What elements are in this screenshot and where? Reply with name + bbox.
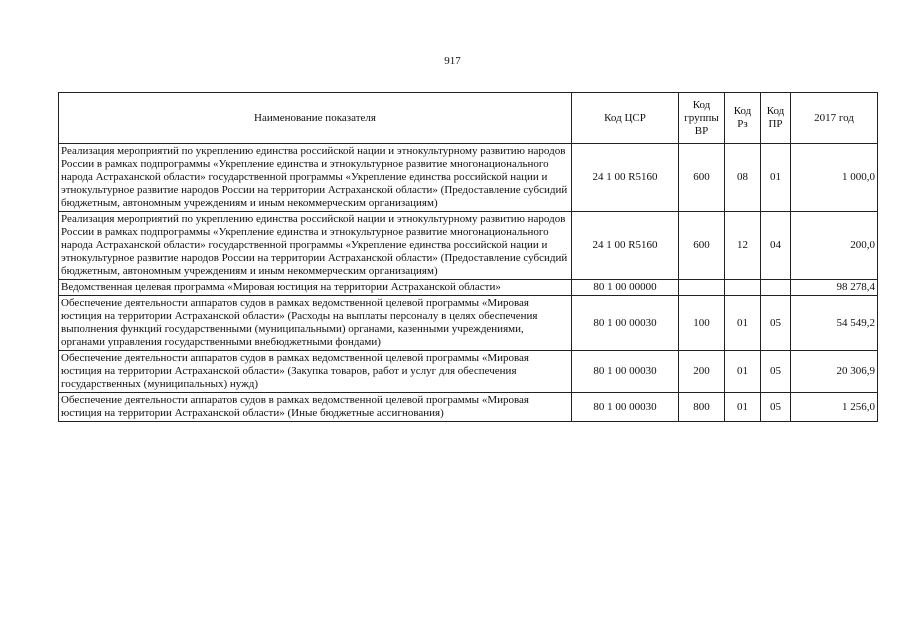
row-vr-code: 600 [679,144,725,212]
row-rz-code: 08 [725,144,761,212]
row-csr-code: 80 1 00 00000 [572,280,679,296]
header-pr-code-line: Код [766,105,785,117]
row-amount: 20 306,9 [791,351,878,393]
row-name: Реализация мероприятий по укреплению единства российской нации и этнокультурному развитию народов России в рамках подпрограммы «Укрепление единства и этнокультурное развитие многонационального народа Астраханской области» государственной программы «Укрепление единства российской нации и этнокультурное развитие народов России на территории Астраханской области» (Предоставление субсидий бюджетным, автономным учреждениям и иным некоммерческим организациям) [59,144,572,212]
header-pr-code [761,93,791,144]
header-pr-code-line: ПР [768,118,783,130]
row-name: Ведомственная целевая программа «Мировая юстиция на территории Астраханской области» [59,280,572,296]
header-name: Наименование показателя [59,93,572,144]
row-amount: 200,0 [791,212,878,280]
header-year: 2017 год [791,93,878,144]
row-amount: 1 256,0 [791,393,878,422]
header-vr-code-line: группы [684,111,719,124]
row-csr-code: 80 1 00 00030 [572,351,679,393]
row-csr-code: 80 1 00 00030 [572,393,679,422]
header-rz-code-line: Рз [737,118,748,130]
row-pr-code: 01 [761,144,791,212]
table-row [59,280,878,296]
budget-table [58,92,878,422]
row-csr-code: 24 1 00 R5160 [572,212,679,280]
row-pr-code: 05 [761,296,791,351]
table-row [59,351,878,393]
row-vr-code: 600 [679,212,725,280]
row-csr-code: 24 1 00 R5160 [572,144,679,212]
header-csr-code: Код ЦСР [572,93,679,144]
table-row [59,393,878,422]
row-rz-code [725,280,761,296]
row-pr-code: 05 [761,351,791,393]
row-vr-code: 200 [679,351,725,393]
row-name: Обеспечение деятельности аппаратов судов в рамках ведомственной целевой программы «Мировая юстиция на территории Астраханской области» (Закупка товаров, работ и услуг для обеспечения государственных (муниципальных) нужд) [59,351,572,393]
table-row [59,296,878,351]
header-vr-code-line: ВР [694,124,709,137]
table-row [59,144,878,212]
row-amount: 98 278,4 [791,280,878,296]
row-rz-code: 12 [725,212,761,280]
table-row [59,212,878,280]
row-vr-code [679,280,725,296]
row-csr-code: 80 1 00 00030 [572,296,679,351]
row-name: Реализация мероприятий по укреплению единства российской нации и этнокультурному развитию народов России в рамках подпрограммы «Укрепление единства и этнокультурное развитие многонационального народа Астраханской области» государственной программы «Укрепление единства российской нации и этнокультурное развитие народов России на территории Астраханской области» (Предоставление субсидий бюджетным, автономным учреждениям и иным некоммерческим организациям) [59,212,572,280]
row-pr-code: 05 [761,393,791,422]
row-vr-code: 100 [679,296,725,351]
row-pr-code [761,280,791,296]
row-name: Обеспечение деятельности аппаратов судов в рамках ведомственной целевой программы «Мировая юстиция на территории Астраханской области» (Расходы на выплаты персоналу в целях обеспечения выполнения функций государственными (муниципальными) органами, казенными учреждениями, органами управления государственными внебюджетными фондами) [59,296,572,351]
row-rz-code: 01 [725,393,761,422]
row-amount: 54 549,2 [791,296,878,351]
header-rz-code-line: Код [733,105,752,117]
row-rz-code: 01 [725,351,761,393]
row-rz-code: 01 [725,296,761,351]
page-number: 917 [444,55,461,67]
header-vr-code-line: Код [692,98,711,111]
table-header-row [59,93,878,144]
row-vr-code: 800 [679,393,725,422]
row-amount: 1 000,0 [791,144,878,212]
row-name: Обеспечение деятельности аппаратов судов в рамках ведомственной целевой программы «Мировая юстиция на территории Астраханской области» (Иные бюджетные ассигнования) [59,393,572,422]
header-vr-code [679,93,725,144]
row-pr-code: 04 [761,212,791,280]
header-rz-code [725,93,761,144]
